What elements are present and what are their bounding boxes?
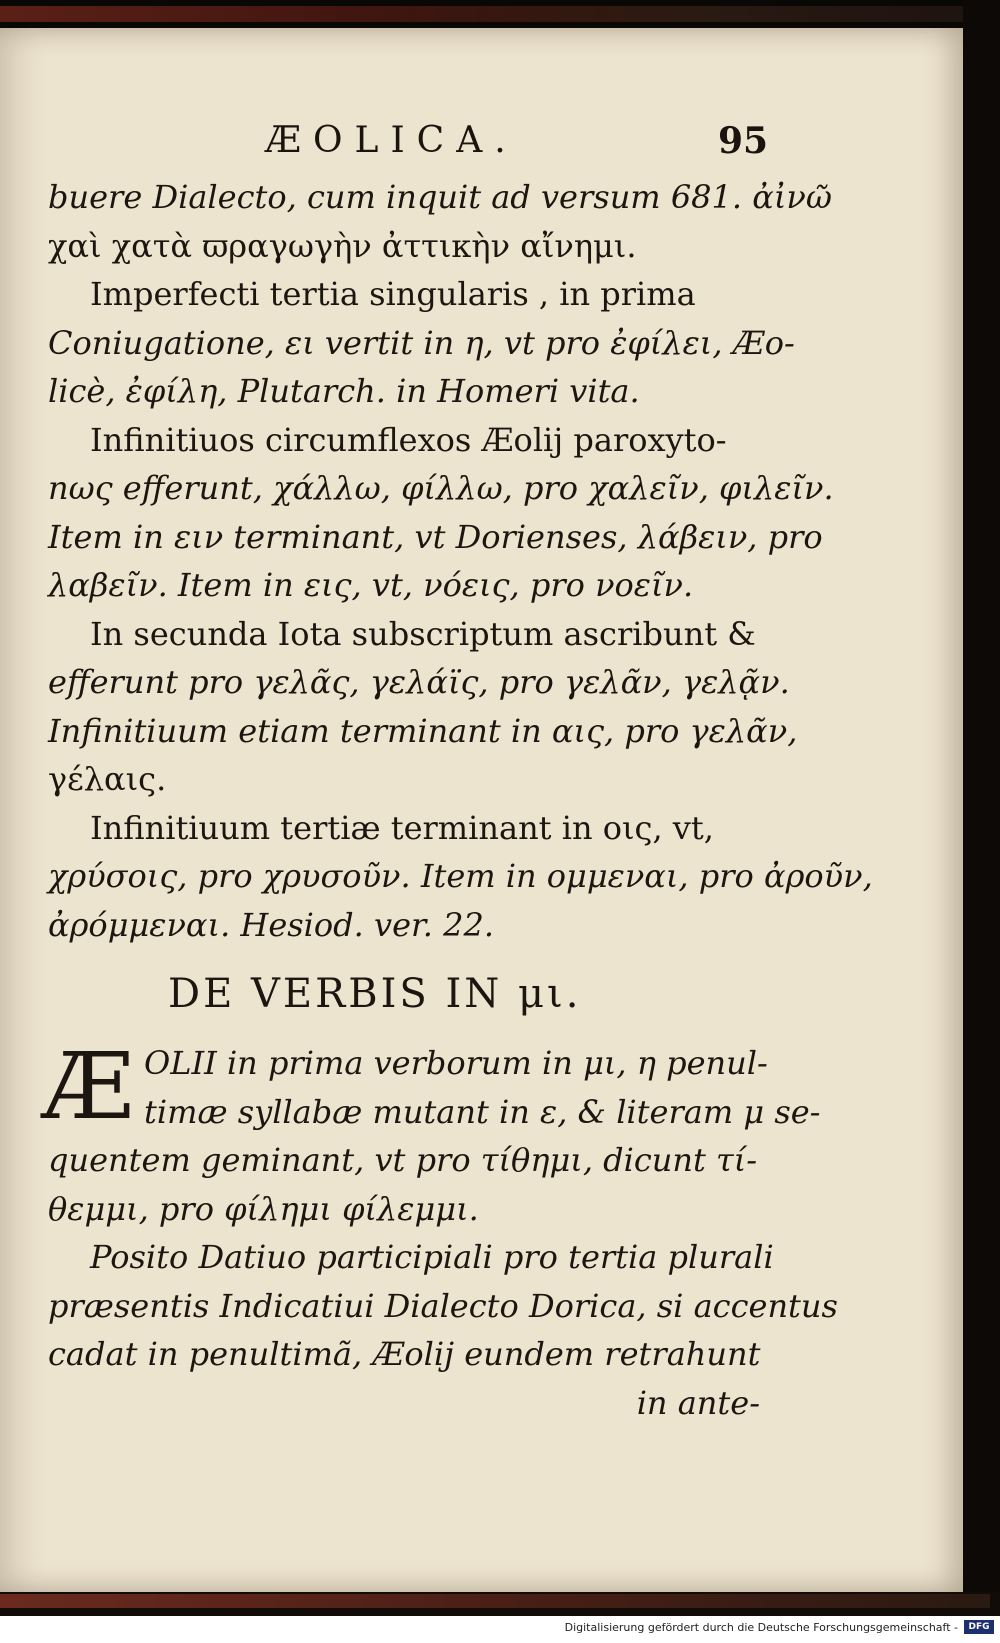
initial-paragraph [42,1033,821,1233]
book-bottom-edge [0,1592,1000,1616]
text-line: præsentis Indicatiui Dialecto Dorica, si accentus [48,1286,838,1325]
text-line: In secunda Iota subscriptum ascribunt & [90,614,756,653]
catchword: in ante- [636,1383,760,1422]
text-line: Coniugatione, ει vertit in η, vt pro ἐφίλει, Æo- [48,323,795,362]
text-line: Infinitiuos circumflexos Æolij paroxyto- [90,420,727,459]
text-line: licè, ἐφίλη, Plutarch. in Homeri vita. [48,372,640,410]
text-line: efferunt pro γελᾶς, γελάϊς, pro γελᾶν, γελᾷν. [48,663,790,701]
page-number: 95 [718,120,769,162]
dfg-logo: DFG [964,1620,994,1634]
running-head: ÆOLICA. [265,120,518,161]
drop-cap: Æ [42,1033,135,1140]
footer-bar [0,1616,1000,1643]
text-line: quentem geminant, vt pro τίθημι, dicunt τί- [48,1141,758,1179]
text-line: timæ syllabæ mutant in ε, & literam μ se- [144,1092,821,1131]
section-heading: DE VERBIS IN μι. [168,971,582,1017]
text-line: Item in ειν terminant, vt Dorienses, λάβειν, pro [48,517,823,556]
book-cover-top [0,6,990,22]
text-line: Posito Datiuo participiali pro tertia plurali [90,1238,774,1276]
text-line: Infinitiuum etiam terminant in αις, pro γελᾶν, [48,711,798,750]
book-top-edge [0,0,1000,28]
text-line: OLII in prima verborum in μι, η penul- [144,1044,768,1082]
book-page [0,28,963,1592]
text-line: ἀρόμμεναι. Hesiod. ver. 22. [48,905,495,944]
text-line: Imperfecti tertia singularis , in prima [90,275,696,313]
funding-credit: Digitalisierung gefördert durch die Deutsche Forschungsgemeinschaft - [564,1621,958,1634]
text-line: θεμμι, pro φίλημι φίλεμμι. [48,1189,479,1228]
text-line: γέλαις. [48,760,167,798]
book-right-edge [963,0,1000,1616]
text-line: χαὶ χατὰ ϖραγωγὴν ἀττικὴν αἴνημι. [48,226,637,265]
text-line: λαβεῖν. Item in εις, vt, νόεις, pro νοεῖν. [48,566,694,604]
text-line: nως efferunt, χάλλω, φίλλω, pro χαλεῖν, φιλεῖν. [48,469,834,507]
text-line: Infinitiuum tertiæ terminant in οις, vt, [90,808,714,847]
text-line: buere Dialecto, cum inquit ad versum 681. ἀἰνῶ [48,178,832,216]
text-line: cadat in penultimã, Æolij eundem retrahunt [48,1335,761,1373]
text-line: χρύσοις, pro χρυσοῦν. Item in ομμεναι, pro ἀροῦν, [48,857,873,895]
book-cover-bottom [0,1594,990,1608]
page-text [42,173,873,1427]
